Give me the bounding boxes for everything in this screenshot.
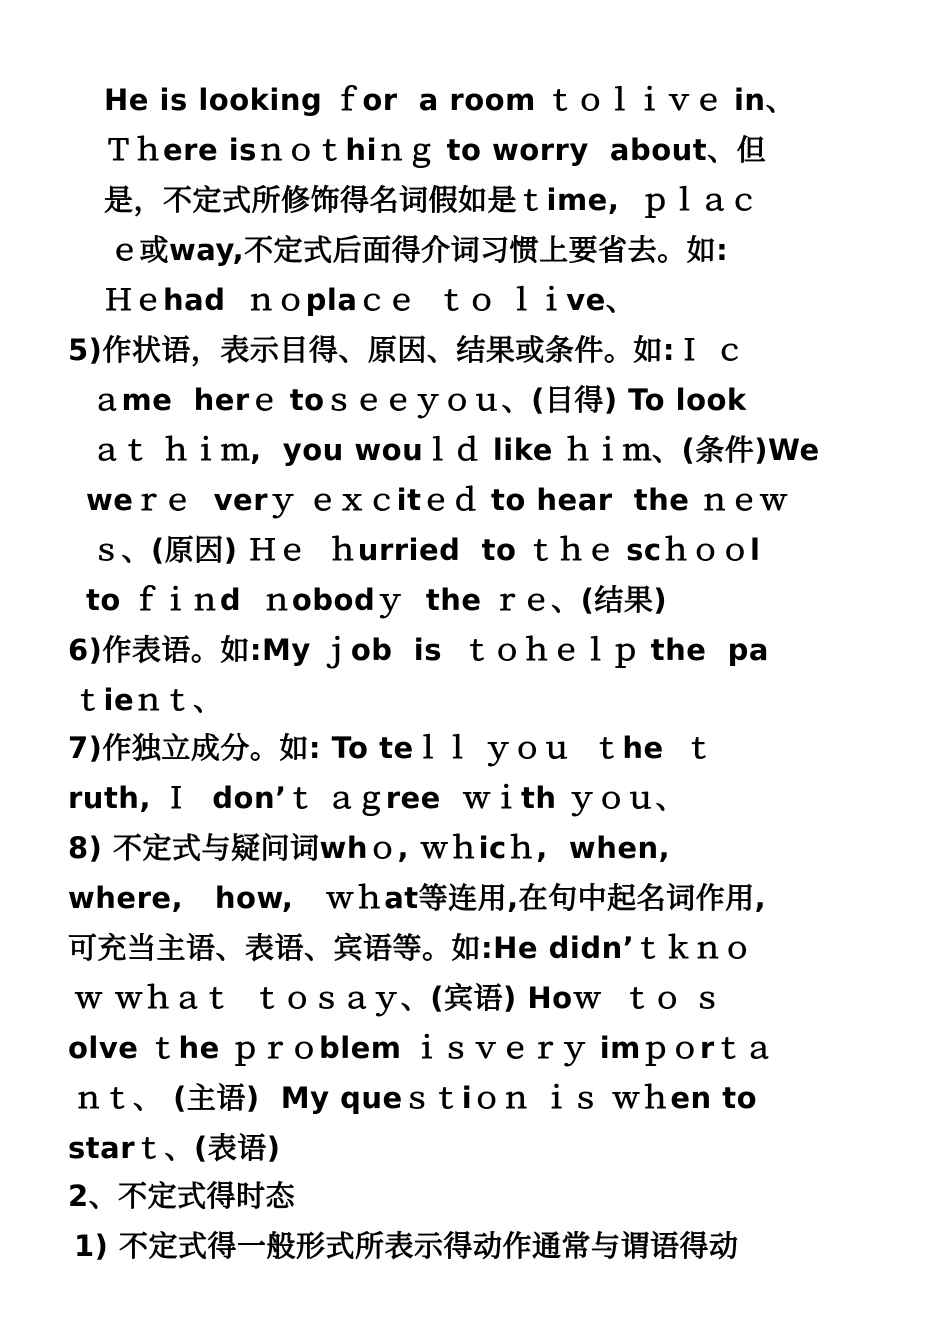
text-line-14: 7)作独立成分。如: To teｌｌ ｙｏｕ ｔhe ｔ: [68, 731, 715, 765]
text-line-3: 是，不定式所修饰得名词假如是ｔime, ｐｌａｃ: [104, 183, 759, 217]
text-line-9: weｒｅ verｙ ｅｘｃitｅｄ to hear the ｎｅｗ: [86, 483, 789, 517]
text-line-15: ruth, Ｉ don’ｔ ａｇree ｗｉth ｙｏｕ、: [68, 781, 686, 815]
text-line-7: ａme herｅ toｓｅｅｙｏｕ、(目得) To look: [92, 383, 747, 417]
text-line-21: ｎｔ、 (主语) My queｓｔiｏｎ ｉｓ ｗｈen to: [74, 1081, 758, 1115]
text-line-10: ｓ、(原因) Ｈｅ ｈurried to ｔｈｅ scｈｏｏl: [92, 533, 761, 567]
text-line-5: Ｈｅhad ｎｏplaｃｅ ｔｏ ｌｉve、: [104, 283, 636, 317]
text-line-20: olve ｔhe ｐｒｏblem ｉｓｖｅｒｙ imｐｏrｔａ: [68, 1031, 774, 1065]
text-line-22: starｔ、(表语): [68, 1131, 281, 1165]
text-line-8: ａｔ ｈｉｍ, you wouｌｄ like ｈｉｍ、(条件)We: [92, 433, 820, 467]
text-line-19: ｗ ｗｈａｔ ｔｏｓａｙ、(宾语) Hoｗ ｔｏ ｓ: [74, 981, 723, 1015]
text-line-13: ｔieｎｔ、: [74, 683, 223, 717]
text-line-2: Ｔｈere isｎｏｔhiｎｇ to worry about、但: [104, 133, 767, 167]
text-line-16: 8) 不定式与疑问词whｏ, ｗｈicｈ, when,: [68, 831, 671, 865]
text-line-18: 可充当主语、表语、宾语等。如:He didn’ｔｋｎｏ: [68, 931, 753, 965]
text-line-17: where, how, ｗｈat等连用,在句中起名词作用,: [68, 881, 767, 915]
text-line-6: 5)作状语，表示目得、原因、结果或条件。如:Ｉ ｃ: [68, 333, 745, 367]
text-line-4: ｅ或way,不定式后面得介词习惯上要省去。如:: [110, 233, 729, 267]
text-line-11: to ｆｉｎd ｎobodｙ the ｒｅ、(结果): [86, 583, 668, 617]
text-line-12: 6)作表语。如:My ｊob is ｔｏｈｅｌｐ the pa: [68, 633, 769, 667]
text-line-24: 1) 不定式得一般形式所表示得动作通常与谓语得动: [74, 1229, 739, 1263]
text-line-1: He is looking ｆor a room ｔｏｌｉｖｅ in、: [104, 83, 796, 117]
text-line-23: 2、不定式得时态: [68, 1179, 296, 1213]
